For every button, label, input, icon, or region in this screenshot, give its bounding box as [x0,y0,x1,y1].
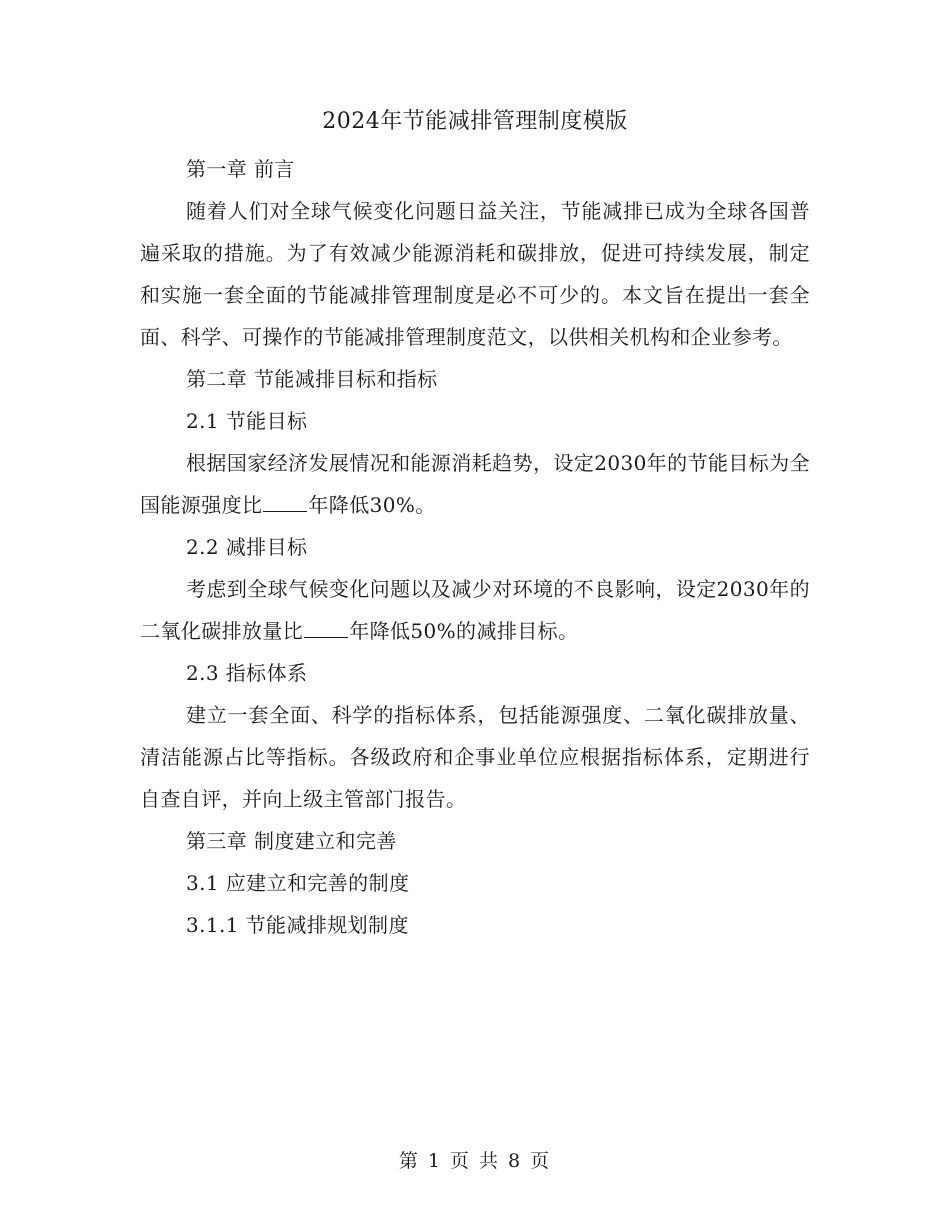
section-3-1-1-heading: 3.1.1 节能减排规划制度 [186,913,409,937]
chapter-3-heading: 第三章 制度建立和完善 [186,829,397,853]
section-3-1-heading: 3.1 应建立和完善的制度 [186,871,410,895]
section-2-1-text-after-blank: 年降低30%。 [308,493,436,517]
section-2-2-text-after-blank: 年降低50%的减排目标。 [349,619,579,643]
section-2-3-paragraph: 建立一套全面、科学的指标体系，包括能源强度、二氧化碳排放量、清洁能源占比等指标。各级政府和企事业单位应根据指标体系，定期进行自查自评，并向上级主管部门报告。 [140,703,810,811]
chapter-2-heading: 第二章 节能减排目标和指标 [186,367,438,391]
document-body [140,100,810,946]
section-2-1-paragraph [140,442,810,526]
chapter-1-paragraph: 随着人们对全球气候变化问题日益关注，节能减排已成为全球各国普遍采取的措施。为了有效减少能源消耗和碳排放，促进可持续发展，制定和实施一套全面的节能减排管理制度是必不可少的。本文旨在提出一套全面、科学、可操作的节能减排管理制度范文，以供相关机构和企业参考。 [140,199,810,349]
section-2-2-paragraph [140,568,810,652]
section-2-1-heading: 2.1 节能目标 [186,409,308,433]
fill-in-blank-line [263,510,307,512]
section-2-1-text-before-blank: 根据国家经济发展情况和能源消耗趋势，设定2030年的节能目标为全国能源强度比 [140,451,810,517]
document-title: 2024年节能减排管理制度模版 [322,109,628,134]
fill-in-blank-line [304,636,348,638]
section-2-3-heading: 2.3 指标体系 [186,661,308,685]
page-number-footer: 第 1 页 共 8 页 [398,1150,552,1172]
section-2-2-text-before-blank: 考虑到全球气候变化问题以及减少对环境的不良影响，设定2030年的二氧化碳排放量比 [140,577,810,643]
chapter-1-heading: 第一章 前言 [186,157,295,181]
section-2-2-heading: 2.2 减排目标 [186,535,308,559]
